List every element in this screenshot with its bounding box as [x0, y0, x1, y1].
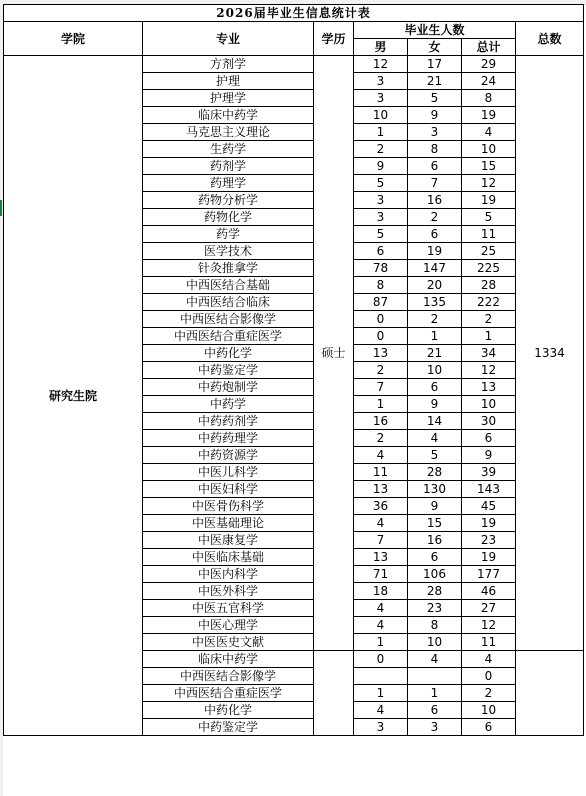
- sheet-title[interactable]: 2026届毕业生信息统计表: [4, 5, 584, 22]
- header-graduates[interactable]: 毕业生人数: [354, 22, 516, 39]
- major-cell[interactable]: 中西医结合临床: [143, 294, 314, 311]
- subtotal-count-cell[interactable]: 222: [462, 294, 516, 311]
- male-count-cell[interactable]: 87: [354, 294, 408, 311]
- subtotal-count-cell[interactable]: 8: [462, 90, 516, 107]
- male-count-cell[interactable]: 0: [354, 651, 408, 668]
- major-cell[interactable]: 中医骨伤科学: [143, 498, 314, 515]
- male-count-cell[interactable]: 4: [354, 617, 408, 634]
- subtotal-count-cell[interactable]: 12: [462, 175, 516, 192]
- male-count-cell[interactable]: 3: [354, 73, 408, 90]
- major-cell[interactable]: 中医内科学: [143, 566, 314, 583]
- male-count-cell[interactable]: 13: [354, 345, 408, 362]
- female-count-cell[interactable]: 6: [408, 702, 462, 719]
- male-count-cell[interactable]: 9: [354, 158, 408, 175]
- female-count-cell[interactable]: 6: [408, 226, 462, 243]
- major-cell[interactable]: 药物分析学: [143, 192, 314, 209]
- subtotal-count-cell[interactable]: 10: [462, 396, 516, 413]
- subtotal-count-cell[interactable]: 19: [462, 549, 516, 566]
- major-cell[interactable]: 针灸推拿学: [143, 260, 314, 277]
- male-count-cell[interactable]: 3: [354, 192, 408, 209]
- male-count-cell[interactable]: 18: [354, 583, 408, 600]
- female-count-cell[interactable]: 28: [408, 583, 462, 600]
- female-count-cell[interactable]: 16: [408, 532, 462, 549]
- male-count-cell[interactable]: 5: [354, 175, 408, 192]
- major-cell[interactable]: 护理: [143, 73, 314, 90]
- subtotal-count-cell[interactable]: 13: [462, 379, 516, 396]
- degree-cell[interactable]: 硕士: [314, 56, 354, 651]
- female-count-cell[interactable]: 135: [408, 294, 462, 311]
- subtotal-count-cell[interactable]: 11: [462, 226, 516, 243]
- female-count-cell[interactable]: 10: [408, 362, 462, 379]
- male-count-cell[interactable]: 1: [354, 396, 408, 413]
- male-count-cell[interactable]: 16: [354, 413, 408, 430]
- subtotal-count-cell[interactable]: 12: [462, 617, 516, 634]
- male-count-cell[interactable]: 0: [354, 328, 408, 345]
- major-cell[interactable]: 中药药剂学: [143, 413, 314, 430]
- subtotal-count-cell[interactable]: 11: [462, 634, 516, 651]
- subtotal-count-cell[interactable]: 24: [462, 73, 516, 90]
- major-cell[interactable]: 中药资源学: [143, 447, 314, 464]
- major-cell[interactable]: 中医医史文献: [143, 634, 314, 651]
- subtotal-count-cell[interactable]: 19: [462, 515, 516, 532]
- header-total[interactable]: 总数: [516, 22, 584, 56]
- female-count-cell[interactable]: 6: [408, 158, 462, 175]
- subtotal-count-cell[interactable]: 29: [462, 56, 516, 73]
- subtotal-count-cell[interactable]: 19: [462, 107, 516, 124]
- male-count-cell[interactable]: 3: [354, 209, 408, 226]
- graduate-statistics-table: [3, 4, 584, 736]
- female-count-cell[interactable]: 4: [408, 651, 462, 668]
- subtotal-count-cell[interactable]: 0: [462, 668, 516, 685]
- male-count-cell[interactable]: 4: [354, 447, 408, 464]
- female-count-cell[interactable]: 8: [408, 141, 462, 158]
- female-count-cell[interactable]: 14: [408, 413, 462, 430]
- subtotal-count-cell[interactable]: 15: [462, 158, 516, 175]
- female-count-cell[interactable]: 8: [408, 617, 462, 634]
- male-count-cell[interactable]: 2: [354, 141, 408, 158]
- subtotal-count-cell[interactable]: 23: [462, 532, 516, 549]
- male-count-cell[interactable]: 1: [354, 634, 408, 651]
- female-count-cell[interactable]: 7: [408, 175, 462, 192]
- subtotal-count-cell[interactable]: 39: [462, 464, 516, 481]
- major-cell[interactable]: 中西医结合重症医学: [143, 328, 314, 345]
- header-male[interactable]: 男: [354, 39, 408, 56]
- female-count-cell[interactable]: 9: [408, 107, 462, 124]
- subtotal-count-cell[interactable]: 34: [462, 345, 516, 362]
- female-count-cell[interactable]: 21: [408, 345, 462, 362]
- male-count-cell[interactable]: [354, 668, 408, 685]
- major-cell[interactable]: 中西医结合重症医学: [143, 685, 314, 702]
- male-count-cell[interactable]: 1: [354, 685, 408, 702]
- female-count-cell[interactable]: 20: [408, 277, 462, 294]
- major-cell[interactable]: 中西医结合影像学: [143, 668, 314, 685]
- major-cell[interactable]: 药学: [143, 226, 314, 243]
- male-count-cell[interactable]: 71: [354, 566, 408, 583]
- female-count-cell[interactable]: 21: [408, 73, 462, 90]
- major-cell[interactable]: 中医五官科学: [143, 600, 314, 617]
- subtotal-count-cell[interactable]: 6: [462, 719, 516, 736]
- subtotal-count-cell[interactable]: 46: [462, 583, 516, 600]
- female-count-cell[interactable]: 2: [408, 209, 462, 226]
- male-count-cell[interactable]: 3: [354, 90, 408, 107]
- subtotal-count-cell[interactable]: 6: [462, 430, 516, 447]
- male-count-cell[interactable]: 10: [354, 107, 408, 124]
- subtotal-count-cell[interactable]: 19: [462, 192, 516, 209]
- male-count-cell[interactable]: 7: [354, 379, 408, 396]
- male-count-cell[interactable]: 0: [354, 311, 408, 328]
- male-count-cell[interactable]: 4: [354, 600, 408, 617]
- female-count-cell[interactable]: 9: [408, 396, 462, 413]
- male-count-cell[interactable]: 5: [354, 226, 408, 243]
- female-count-cell[interactable]: 19: [408, 243, 462, 260]
- male-count-cell[interactable]: 7: [354, 532, 408, 549]
- male-count-cell[interactable]: 11: [354, 464, 408, 481]
- major-cell[interactable]: 中药鉴定学: [143, 719, 314, 736]
- male-count-cell[interactable]: 1: [354, 124, 408, 141]
- female-count-cell[interactable]: 4: [408, 430, 462, 447]
- college-cell[interactable]: 研究生院: [4, 56, 143, 736]
- subtotal-count-cell[interactable]: 12: [462, 362, 516, 379]
- header-major[interactable]: 专业: [143, 22, 314, 56]
- header-degree[interactable]: 学历: [314, 22, 354, 56]
- subtotal-count-cell[interactable]: 143: [462, 481, 516, 498]
- major-cell[interactable]: 护理学: [143, 90, 314, 107]
- major-cell[interactable]: 中药学: [143, 396, 314, 413]
- degree-cell-empty[interactable]: [314, 651, 354, 736]
- subtotal-count-cell[interactable]: 225: [462, 260, 516, 277]
- male-count-cell[interactable]: 36: [354, 498, 408, 515]
- table-row: [4, 56, 584, 73]
- subtotal-count-cell[interactable]: 4: [462, 651, 516, 668]
- subtotal-count-cell[interactable]: 10: [462, 141, 516, 158]
- active-row-marker: [0, 200, 2, 216]
- male-count-cell[interactable]: 8: [354, 277, 408, 294]
- major-cell[interactable]: 中药化学: [143, 345, 314, 362]
- total-cell-empty[interactable]: [516, 651, 584, 736]
- male-count-cell[interactable]: 78: [354, 260, 408, 277]
- major-cell[interactable]: 中医基础理论: [143, 515, 314, 532]
- major-cell[interactable]: 中药炮制学: [143, 379, 314, 396]
- male-count-cell[interactable]: 13: [354, 481, 408, 498]
- female-count-cell[interactable]: 147: [408, 260, 462, 277]
- female-count-cell[interactable]: 15: [408, 515, 462, 532]
- major-cell[interactable]: 药理学: [143, 175, 314, 192]
- female-count-cell[interactable]: 23: [408, 600, 462, 617]
- male-count-cell[interactable]: 2: [354, 430, 408, 447]
- female-count-cell[interactable]: 106: [408, 566, 462, 583]
- header-college[interactable]: 学院: [4, 22, 143, 56]
- major-cell[interactable]: 马克思主义理论: [143, 124, 314, 141]
- female-count-cell[interactable]: 17: [408, 56, 462, 73]
- subtotal-count-cell[interactable]: 28: [462, 277, 516, 294]
- major-cell[interactable]: 药剂学: [143, 158, 314, 175]
- subtotal-count-cell[interactable]: 30: [462, 413, 516, 430]
- male-count-cell[interactable]: 2: [354, 362, 408, 379]
- major-cell[interactable]: 中医心理学: [143, 617, 314, 634]
- female-count-cell[interactable]: 9: [408, 498, 462, 515]
- major-cell[interactable]: 方剂学: [143, 56, 314, 73]
- subtotal-count-cell[interactable]: 2: [462, 685, 516, 702]
- subtotal-count-cell[interactable]: 177: [462, 566, 516, 583]
- female-count-cell[interactable]: 3: [408, 124, 462, 141]
- major-cell[interactable]: 临床中药学: [143, 651, 314, 668]
- male-count-cell[interactable]: 4: [354, 702, 408, 719]
- subtotal-count-cell[interactable]: 5: [462, 209, 516, 226]
- male-count-cell[interactable]: 3: [354, 719, 408, 736]
- female-count-cell[interactable]: 1: [408, 328, 462, 345]
- male-count-cell[interactable]: 12: [354, 56, 408, 73]
- female-count-cell[interactable]: 6: [408, 549, 462, 566]
- major-cell[interactable]: 中药药理学: [143, 430, 314, 447]
- grand-total-cell[interactable]: 1334: [516, 56, 584, 651]
- subtotal-count-cell[interactable]: 1: [462, 328, 516, 345]
- male-count-cell[interactable]: 6: [354, 243, 408, 260]
- female-count-cell[interactable]: 3: [408, 719, 462, 736]
- header-subtotal[interactable]: 总计: [462, 39, 516, 56]
- female-count-cell[interactable]: 28: [408, 464, 462, 481]
- major-cell[interactable]: 医学技术: [143, 243, 314, 260]
- subtotal-count-cell[interactable]: 25: [462, 243, 516, 260]
- subtotal-count-cell[interactable]: 10: [462, 702, 516, 719]
- header-female[interactable]: 女: [408, 39, 462, 56]
- major-cell[interactable]: 中医儿科学: [143, 464, 314, 481]
- major-cell[interactable]: 药物化学: [143, 209, 314, 226]
- male-count-cell[interactable]: 4: [354, 515, 408, 532]
- major-cell[interactable]: 临床中药学: [143, 107, 314, 124]
- female-count-cell[interactable]: 2: [408, 311, 462, 328]
- major-cell[interactable]: 中医妇科学: [143, 481, 314, 498]
- major-cell[interactable]: 中西医结合影像学: [143, 311, 314, 328]
- major-cell[interactable]: 中医外科学: [143, 583, 314, 600]
- female-count-cell[interactable]: 6: [408, 379, 462, 396]
- female-count-cell[interactable]: 5: [408, 447, 462, 464]
- female-count-cell[interactable]: 10: [408, 634, 462, 651]
- female-count-cell[interactable]: 16: [408, 192, 462, 209]
- female-count-cell[interactable]: 1: [408, 685, 462, 702]
- major-cell[interactable]: 中药鉴定学: [143, 362, 314, 379]
- subtotal-count-cell[interactable]: 2: [462, 311, 516, 328]
- major-cell[interactable]: 中西医结合基础: [143, 277, 314, 294]
- female-count-cell[interactable]: 130: [408, 481, 462, 498]
- female-count-cell[interactable]: [408, 668, 462, 685]
- major-cell[interactable]: 中医康复学: [143, 532, 314, 549]
- male-count-cell[interactable]: 13: [354, 549, 408, 566]
- subtotal-count-cell[interactable]: 27: [462, 600, 516, 617]
- major-cell[interactable]: 中药化学: [143, 702, 314, 719]
- female-count-cell[interactable]: 5: [408, 90, 462, 107]
- major-cell[interactable]: 中医临床基础: [143, 549, 314, 566]
- subtotal-count-cell[interactable]: 9: [462, 447, 516, 464]
- major-cell[interactable]: 生药学: [143, 141, 314, 158]
- subtotal-count-cell[interactable]: 45: [462, 498, 516, 515]
- subtotal-count-cell[interactable]: 4: [462, 124, 516, 141]
